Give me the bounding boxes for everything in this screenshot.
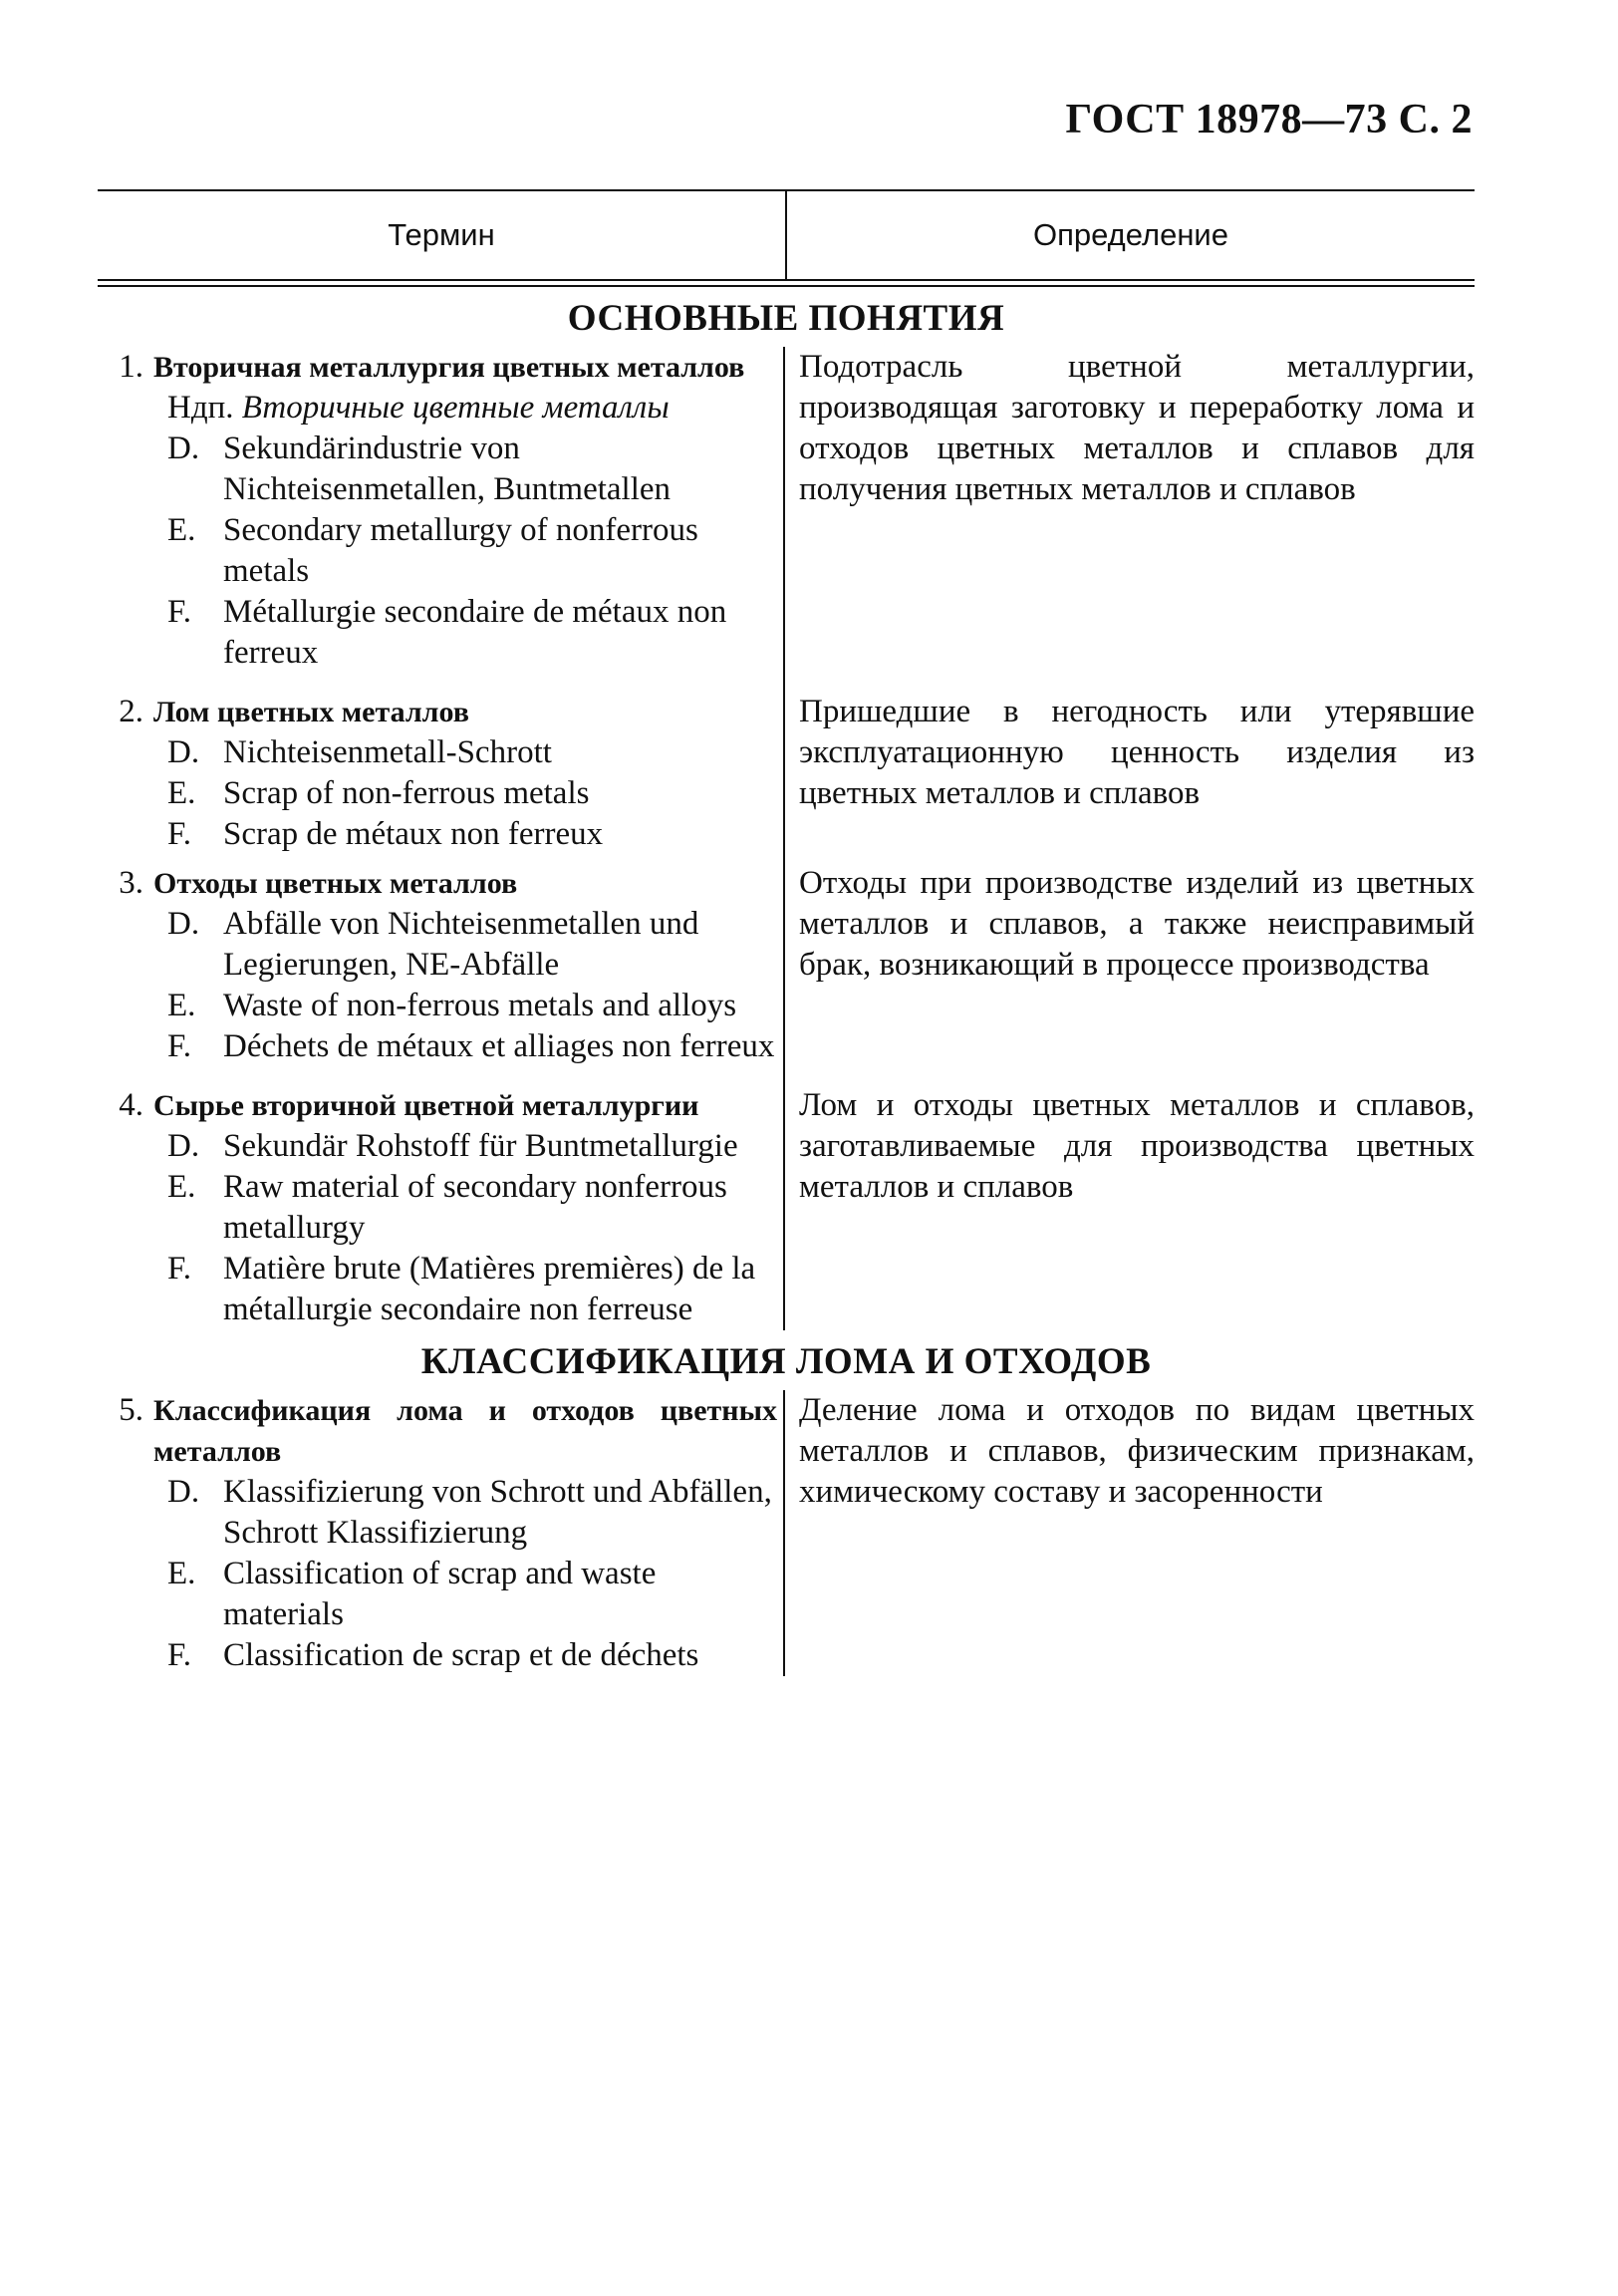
term-french: Métallurgie secondaire de métaux non ferreux — [223, 594, 727, 671]
lang-label-d: D. — [167, 1474, 200, 1510]
page-header: ГОСТ 18978—73 С. 2 — [1065, 97, 1473, 143]
term-english: Secondary metallurgy of nonferrous metals — [223, 512, 698, 589]
entry-number: 1. — [119, 349, 143, 385]
term-title: Отходы цветных металлов — [153, 867, 518, 900]
lang-label-d: D. — [167, 734, 200, 770]
table-row — [98, 347, 1475, 692]
term-german: Abfälle von Nichteisenmetallen und Legierungen, NE-Abfälle — [223, 906, 699, 983]
header-rule-1 — [98, 279, 1475, 281]
column-header-definition: Определение — [1032, 217, 1228, 252]
term-english: Raw material of secondary nonferrous metallurgy — [223, 1169, 727, 1246]
lang-label-f: F. — [167, 594, 191, 630]
term-french: Déchets de métaux et alliages non ferreux — [223, 1028, 775, 1064]
section-title: КЛАССИФИКАЦИЯ ЛОМА И ОТХОДОВ — [420, 1341, 1152, 1382]
entry-number: 2. — [119, 694, 143, 729]
table-row — [98, 1390, 1475, 1676]
lang-label-e: E. — [167, 1556, 196, 1591]
term-english: Classification of scrap and waste materials — [223, 1556, 657, 1632]
term-french: Classification de scrap et de déchets — [223, 1637, 699, 1673]
entry-number: 4. — [119, 1087, 143, 1123]
lang-label-d: D. — [167, 1128, 200, 1164]
table-row — [98, 692, 1475, 863]
term-german: Sekundärindustrie von Nichteisenmetallen, Buntmetallen — [223, 430, 672, 507]
lang-label-f: F. — [167, 1251, 191, 1287]
term-title: Классификация лома и отходов цветных металлов — [153, 1394, 777, 1468]
lang-label-e: E. — [167, 988, 196, 1023]
definition: Отходы при производстве изделий из цветных металлов и сплавов, а также неисправимый брак, возникающий в процессе производства — [799, 865, 1475, 983]
term-title: Сырье вторичной цветной металлургии — [153, 1089, 699, 1122]
lang-label-e: E. — [167, 512, 196, 548]
section-title: ОСНОВНЫЕ ПОНЯТИЯ — [567, 298, 1005, 339]
term-german: Sekundär Rohstoff für Buntmetallurgie — [223, 1128, 738, 1164]
lang-label-e: E. — [167, 775, 196, 811]
definition: Подотрасль цветной металлургии, производящая заготовку и переработку лома и отходов цветных металлов и сплавов для получения цветных металлов и сплавов — [799, 349, 1475, 507]
term-german: Nichteisenmetall-Schrott — [223, 734, 552, 770]
definition: Деление лома и отходов по видам цветных металлов и сплавов, физическим признакам, химическому составу и засоренности — [799, 1392, 1475, 1510]
terms-table — [98, 189, 1475, 1676]
lang-label-d: D. — [167, 906, 200, 942]
column-header-term: Термин — [98, 191, 787, 279]
definition: Пришедшие в негодность или утерявшие эксплуатационную ценность изделия из цветных металлов и сплавов — [799, 694, 1475, 811]
lang-label-e: E. — [167, 1169, 196, 1205]
table-row — [98, 863, 1475, 1085]
term-english: Waste of non-ferrous metals and alloys — [223, 988, 737, 1023]
term-english: Scrap of non-ferrous metals — [223, 775, 590, 811]
term-french: Scrap de métaux non ferreux — [223, 816, 604, 852]
non-recommended-term: Ндп. Вторичные цветные металлы — [167, 390, 670, 426]
table-header — [98, 191, 1475, 279]
lang-label-f: F. — [167, 1028, 191, 1064]
term-title: Лом цветных металлов — [153, 696, 469, 728]
entry-number: 5. — [119, 1392, 143, 1428]
table-row — [98, 1085, 1475, 1330]
entry-number: 3. — [119, 865, 143, 901]
term-german: Klassifizierung von Schrott und Abfällen, Schrott Klassifizierung — [223, 1474, 772, 1551]
term-title: Вторичная металлургия цветных металлов — [153, 351, 745, 384]
lang-label-f: F. — [167, 1637, 191, 1673]
lang-label-d: D. — [167, 430, 200, 466]
lang-label-f: F. — [167, 816, 191, 852]
definition: Лом и отходы цветных металлов и сплавов, заготавливаемые для производства цветных металлов и сплавов — [799, 1087, 1475, 1205]
term-french: Matière brute (Matières premières) de la métallurgie secondaire non ferreuse — [223, 1251, 756, 1327]
